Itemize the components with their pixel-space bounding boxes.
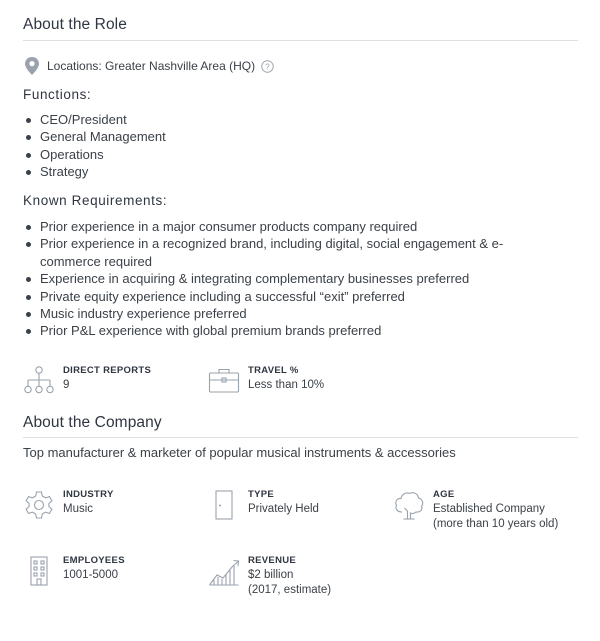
travel-label: TRAVEL %	[248, 365, 299, 376]
type-stat	[208, 489, 319, 521]
list-item: Prior experience in a major consumer products company required	[23, 218, 543, 235]
industry-label: INDUSTRY	[63, 489, 114, 500]
requirements-list	[23, 218, 543, 340]
age-value-line-2: (more than 10 years old)	[433, 518, 559, 530]
travel-stat	[208, 365, 324, 397]
employees-value: 1001-5000	[63, 569, 118, 581]
about-role-heading: About the Role	[23, 16, 127, 33]
list-item: Operations	[23, 146, 166, 163]
requirements-heading: Known Requirements:	[23, 193, 168, 208]
building-icon	[23, 555, 55, 587]
list-item: Experience in acquiring & integrating complementary businesses preferred	[23, 270, 543, 287]
list-item: Private equity experience including a successful “exit” preferred	[23, 288, 543, 305]
section-divider	[23, 437, 578, 438]
tree-icon	[393, 489, 425, 521]
section-divider	[23, 40, 578, 41]
question-circle-icon[interactable]	[261, 60, 274, 73]
svg-text:?: ?	[265, 60, 270, 71]
direct-reports-value: 9	[63, 379, 70, 391]
functions-list	[23, 111, 166, 181]
employees-label: EMPLOYEES	[63, 555, 125, 566]
list-item: Prior experience in a recognized brand, including digital, social engagement & e-commerce required	[23, 235, 543, 270]
type-label: TYPE	[248, 489, 275, 500]
revenue-value-line-1: $2 billion	[248, 569, 294, 581]
direct-reports-stat	[23, 365, 151, 397]
age-value-line-1: Established Company	[433, 503, 545, 515]
revenue-label: REVENUE	[248, 555, 297, 566]
company-description: Top manufacturer & marketer of popular musical instruments & accessories	[23, 445, 456, 460]
org-chart-icon	[23, 365, 55, 397]
industry-stat	[23, 489, 114, 521]
briefcase-icon	[208, 365, 240, 397]
industry-value: Music	[63, 503, 94, 515]
functions-heading: Functions:	[23, 87, 92, 102]
list-item: CEO/President	[23, 111, 166, 128]
map-pin-icon	[23, 56, 41, 76]
location-text: Locations: Greater Nashville Area (HQ)	[47, 59, 256, 73]
age-label: AGE	[433, 489, 455, 500]
about-company-heading: About the Company	[23, 414, 162, 431]
list-item: Prior P&L experience with global premium brands preferred	[23, 322, 543, 339]
gear-icon	[23, 489, 55, 521]
list-item: General Management	[23, 128, 166, 145]
age-stat	[393, 489, 558, 532]
list-item: Strategy	[23, 163, 166, 180]
revenue-stat	[208, 555, 331, 598]
revenue-value-line-2: (2017, estimate)	[248, 584, 332, 596]
trend-chart-icon	[208, 555, 240, 587]
list-item: Music industry experience preferred	[23, 305, 543, 322]
travel-value: Less than 10%	[248, 379, 325, 391]
direct-reports-label: DIRECT REPORTS	[63, 365, 152, 376]
location-row	[23, 56, 274, 76]
employees-stat	[23, 555, 125, 587]
type-value: Privately Held	[248, 503, 319, 515]
door-icon	[208, 489, 240, 521]
